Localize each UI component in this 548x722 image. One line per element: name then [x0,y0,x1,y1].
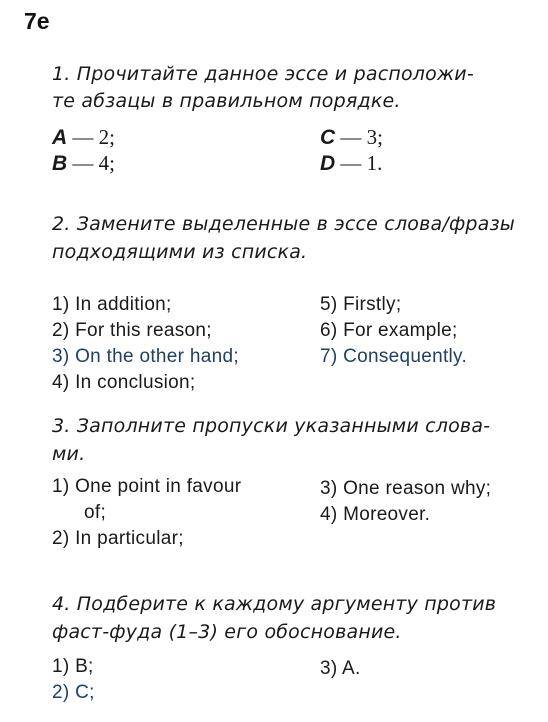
task4-instruction-line1: 4. Подберите к каждому аргументу против [52,593,497,615]
task2-item-5: 5) Firstly; [320,294,402,315]
task4-instruction-line2: фаст-фуда (1–3) его обоснование. [52,621,402,643]
task4-item-1: 1) B; [52,656,94,677]
section-label: 7e [24,8,50,34]
task2-item-6: 6) For example; [320,320,458,341]
task1-instruction-line2: те абзацы в правильном порядке. [52,90,401,112]
answer-value: — 3; [335,125,384,149]
answer-value: — 1. [335,151,383,175]
answer-value: — 2; [67,125,116,149]
task3-instruction-line2: ми. [52,443,86,465]
task3-item-3: 3) One reason why; [320,478,492,499]
task2-instruction-line2: подходящими из списка. [52,241,308,263]
task1-answer-a [52,124,115,151]
task1-answer-d [320,150,382,177]
answer-letter: C [320,126,336,149]
task4-item-2: 2) C; [52,682,95,703]
task1-answer-b [52,150,115,177]
task2-item-2: 2) For this reason; [52,320,212,341]
task2-item-1: 1) In addition; [52,294,172,315]
task3-item-2: 2) In particular; [52,528,184,549]
task1-instruction-line1: 1. Прочитайте данное эссе и расположи- [52,63,474,85]
answer-letter: D [320,152,336,175]
answer-letter: B [52,152,68,175]
task2-instruction-line1: 2. Замените выделенные в эссе слова/фразы [52,213,516,235]
task3-item-1-continued: of; [84,502,107,523]
task2-item-3: 3) On the other hand; [52,346,239,367]
answer-value: — 4; [67,151,116,175]
task3-item-4: 4) Moreover. [320,504,431,525]
task2-item-4: 4) In conclusion; [52,372,196,393]
task1-answer-c [320,124,383,151]
task4-item-3: 3) A. [320,658,361,679]
task3-instruction-line1: 3. Заполните пропуски указанными слова- [52,415,491,437]
answer-letter: A [52,126,68,149]
task3-item-1: 1) One point in favour [52,476,242,497]
task2-item-7: 7) Consequently. [320,346,468,367]
